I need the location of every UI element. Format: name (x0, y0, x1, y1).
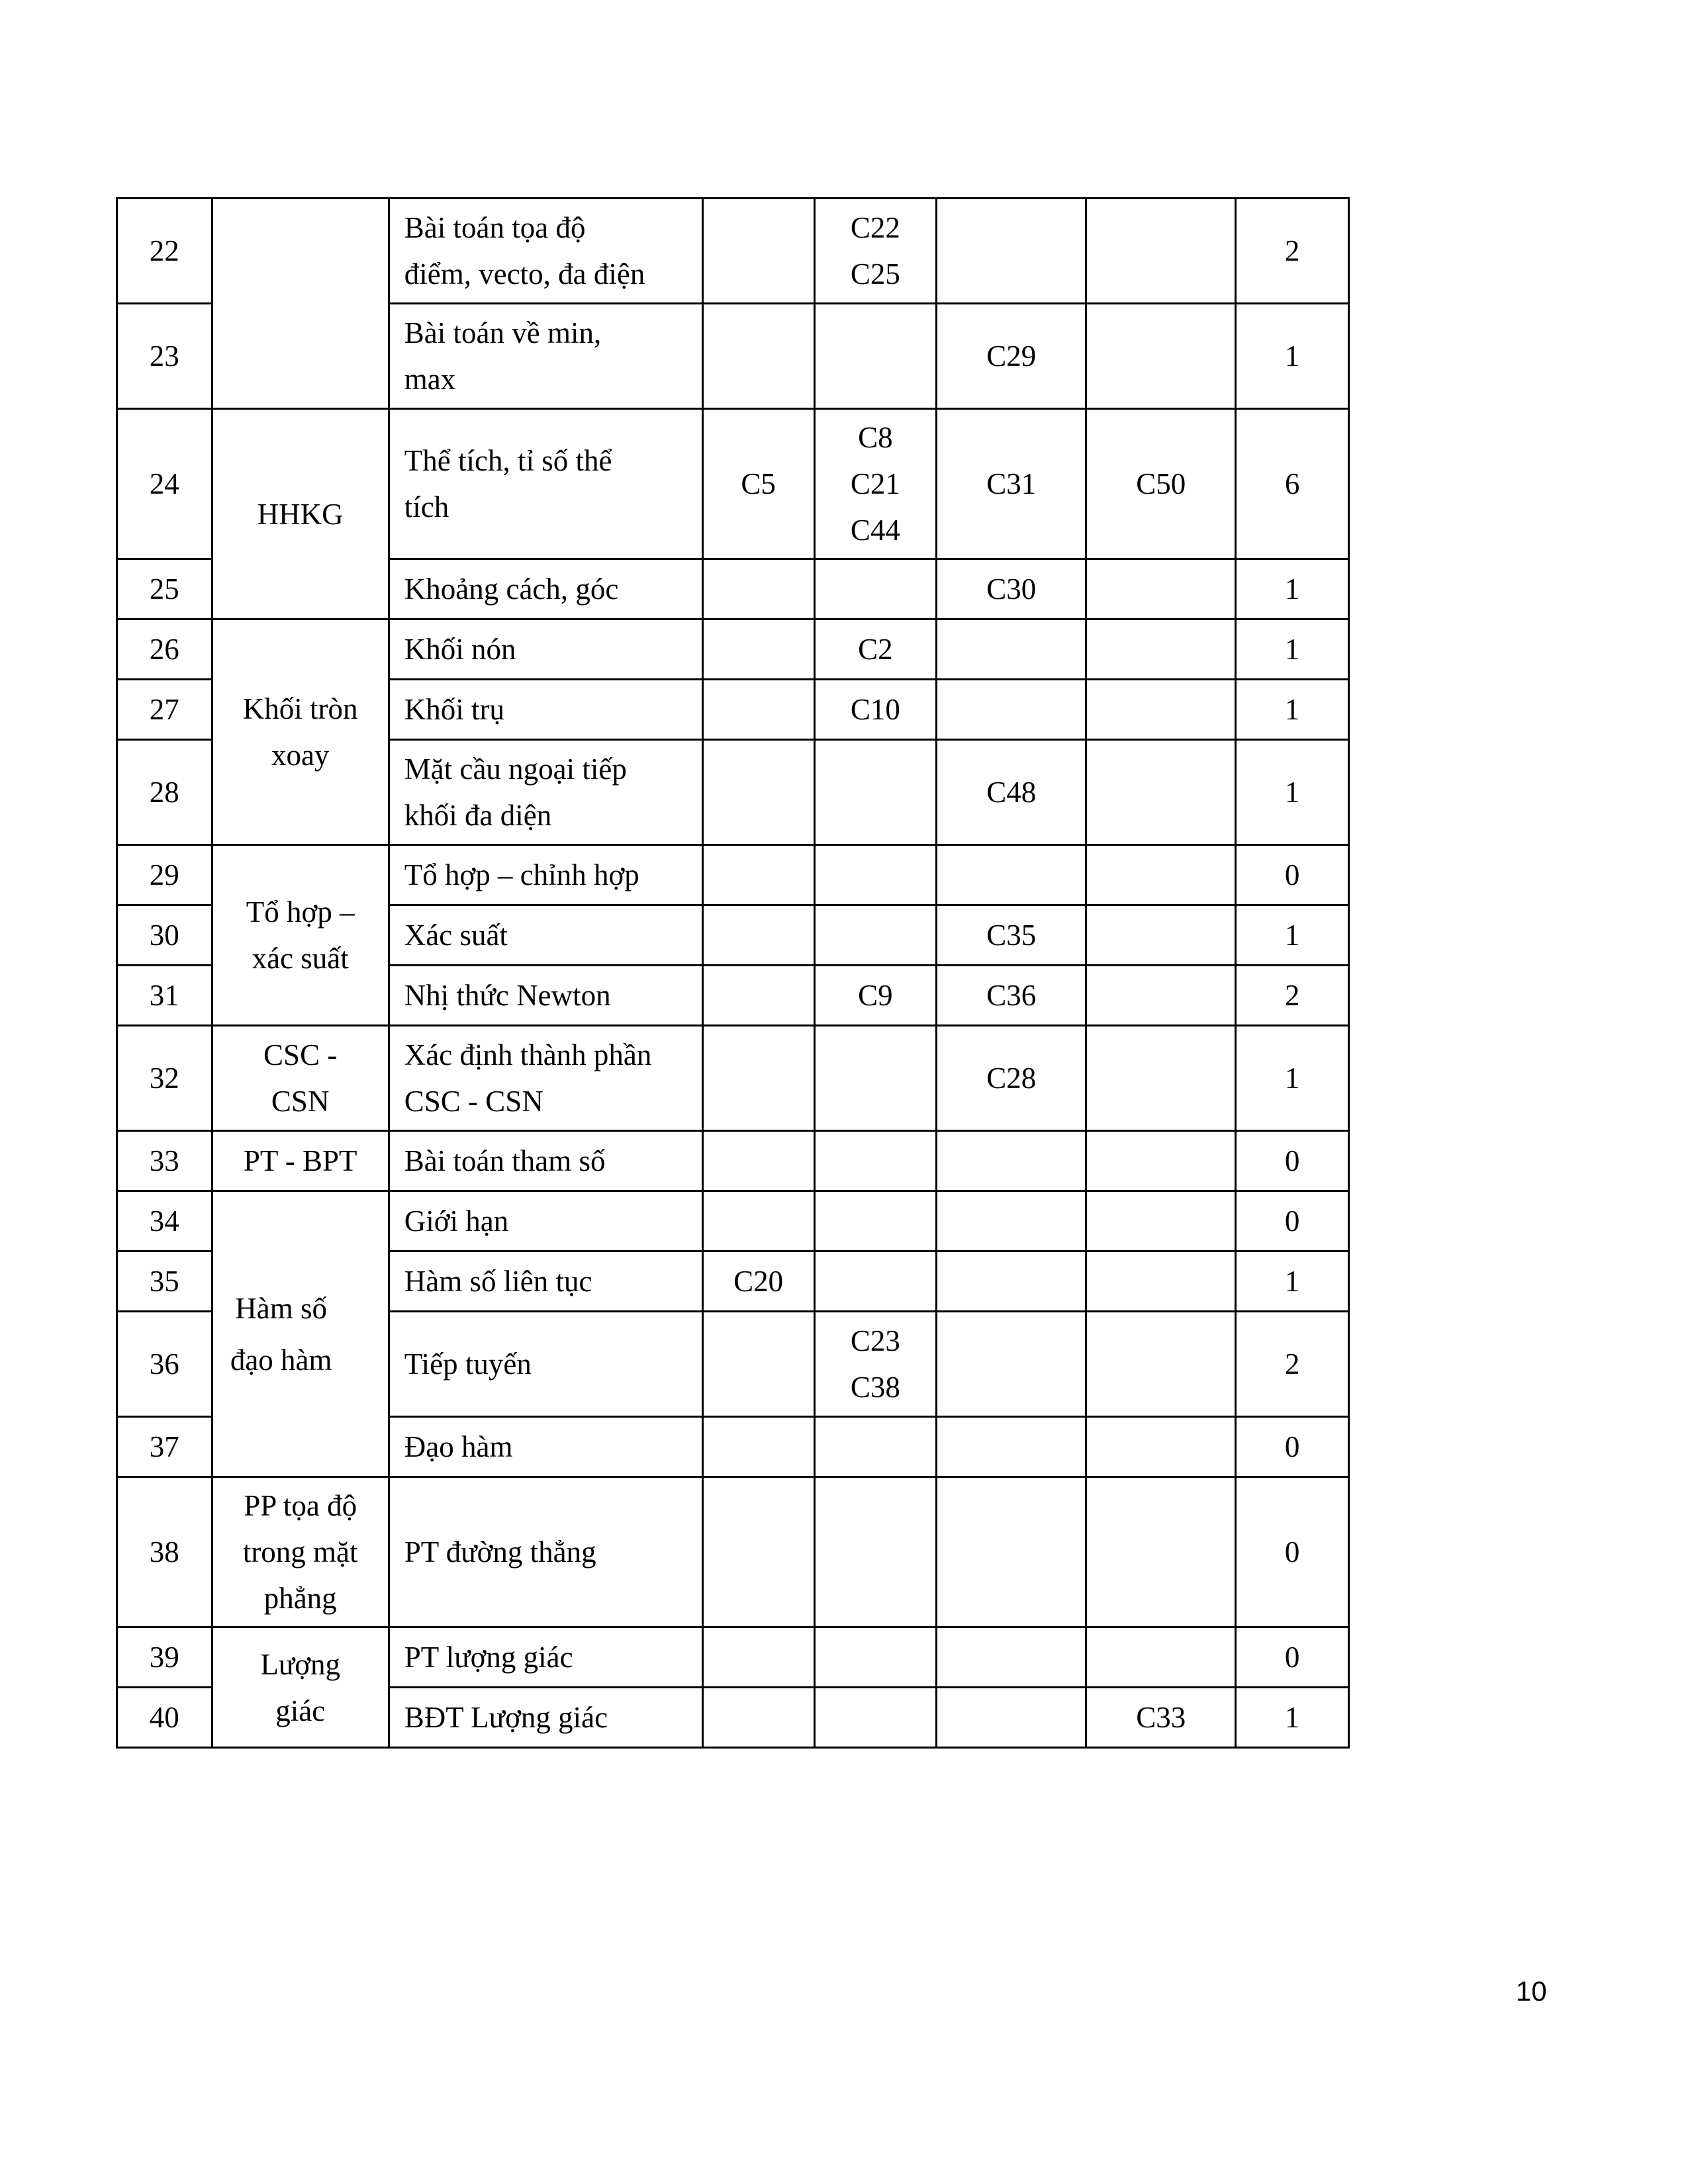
topic-text: Đạo hàm (404, 1430, 513, 1463)
topic-text: Mặt cầu ngoại tiếp khối đa diện (404, 752, 627, 832)
topic-text: PT lượng giác (404, 1641, 573, 1674)
level-cell-th (814, 559, 937, 619)
level-cell-nb (702, 1688, 814, 1748)
topic-text: Khối trụ (404, 693, 504, 726)
level-cell-nb (702, 740, 814, 845)
total-cell: 2 (1236, 1312, 1349, 1417)
level-cell-nb (702, 199, 814, 304)
level-cell-th (814, 1131, 937, 1191)
group-cell-luong-giac: Lượng giác (212, 1627, 389, 1748)
level-cell-th (814, 1191, 937, 1251)
total-cell: 0 (1236, 1417, 1349, 1477)
total-cell: 2 (1236, 966, 1349, 1026)
total-cell: 0 (1236, 845, 1349, 905)
level-cell-vd: C30 (937, 559, 1086, 619)
level-cell-vdc (1086, 1191, 1236, 1251)
topic-cell (389, 1131, 702, 1191)
level-cell-nb (702, 1477, 814, 1627)
level-cell-vd: C35 (937, 905, 1086, 966)
row-number: 38 (117, 1477, 212, 1627)
row-number: 28 (117, 740, 212, 845)
row-number: 37 (117, 1417, 212, 1477)
matrix-table (116, 197, 1350, 1749)
topic-cell (389, 905, 702, 966)
level-cell-th (814, 905, 937, 966)
level-cell-th (814, 845, 937, 905)
topic-cell (389, 1477, 702, 1627)
topic-text: Khoảng cách, góc (404, 572, 619, 606)
table-row (117, 845, 1349, 905)
level-cell-vd (937, 199, 1086, 304)
table-row (117, 409, 1349, 559)
topic-cell (389, 1627, 702, 1688)
total-cell: 1 (1236, 905, 1349, 966)
topic-text: PT đường thẳng (404, 1535, 596, 1569)
table-row (117, 619, 1349, 680)
row-number: 22 (117, 199, 212, 304)
level-cell-vd: C29 (937, 304, 1086, 409)
level-cell-vd: C48 (937, 740, 1086, 845)
level-cell-vd (937, 1312, 1086, 1417)
level-cell-vdc (1086, 1251, 1236, 1312)
total-cell: 0 (1236, 1477, 1349, 1627)
level-cell-vdc (1086, 680, 1236, 740)
row-number: 25 (117, 559, 212, 619)
topic-text: Tiếp tuyến (404, 1347, 532, 1381)
table-row (117, 1477, 1349, 1627)
group-cell-blank (212, 199, 389, 409)
row-number: 36 (117, 1312, 212, 1417)
level-cell-nb (702, 1417, 814, 1477)
total-cell: 1 (1236, 680, 1349, 740)
table-row (117, 199, 1349, 304)
total-cell: 6 (1236, 409, 1349, 559)
level-cell-vdc (1086, 740, 1236, 845)
level-cell-vd (937, 845, 1086, 905)
level-cell-th (814, 1688, 937, 1748)
group-cell-pp-toa-do: PP tọa độ trong mặt phẳng (212, 1477, 389, 1627)
row-number: 26 (117, 619, 212, 680)
level-cell-vdc: C50 (1086, 409, 1236, 559)
level-cell-vdc (1086, 905, 1236, 966)
topic-text: Tổ hợp – chỉnh hợp (404, 858, 639, 891)
level-cell-th (814, 304, 937, 409)
topic-cell (389, 740, 702, 845)
level-cell-th: C10 (814, 680, 937, 740)
group-cell-csc-csn: CSC - CSN (212, 1026, 389, 1131)
level-cell-vdc: C33 (1086, 1688, 1236, 1748)
level-cell-vd (937, 1131, 1086, 1191)
level-cell-vdc (1086, 1417, 1236, 1477)
level-cell-th: C2 (814, 619, 937, 680)
total-cell: 1 (1236, 740, 1349, 845)
group-ham-so-text: Hàm số đạo hàm (230, 1291, 332, 1377)
row-number: 27 (117, 680, 212, 740)
topic-cell (389, 1417, 702, 1477)
topic-text: Bài toán tọa độ điểm, vecto, đa điện (404, 211, 645, 291)
topic-cell (389, 845, 702, 905)
level-cell-nb (702, 559, 814, 619)
total-cell: 0 (1236, 1131, 1349, 1191)
topic-cell (389, 559, 702, 619)
level-cell-nb (702, 1191, 814, 1251)
level-cell-nb (702, 845, 814, 905)
group-cell-pt-bpt: PT - BPT (212, 1131, 389, 1191)
row-number: 31 (117, 966, 212, 1026)
topic-text: Bài toán về min, max (404, 316, 602, 396)
topic-cell (389, 680, 702, 740)
level-cell-vdc (1086, 199, 1236, 304)
level-cell-vd (937, 680, 1086, 740)
level-cell-nb: C5 (702, 409, 814, 559)
page-number: 10 (1516, 1976, 1547, 2007)
topic-cell (389, 1312, 702, 1417)
level-cell-nb (702, 1312, 814, 1417)
row-number: 24 (117, 409, 212, 559)
level-cell-th: C22 C25 (814, 199, 937, 304)
level-cell-vdc (1086, 1477, 1236, 1627)
level-cell-th (814, 740, 937, 845)
level-cell-vdc (1086, 1026, 1236, 1131)
topic-text: Bài toán tham số (404, 1144, 606, 1177)
level-cell-vdc (1086, 304, 1236, 409)
row-number: 34 (117, 1191, 212, 1251)
row-number: 32 (117, 1026, 212, 1131)
level-cell-vd (937, 1417, 1086, 1477)
level-cell-th: C9 (814, 966, 937, 1026)
total-cell: 2 (1236, 199, 1349, 304)
level-cell-vdc (1086, 1312, 1236, 1417)
topic-cell (389, 1251, 702, 1312)
topic-cell (389, 304, 702, 409)
level-cell-vd (937, 1688, 1086, 1748)
table-row (117, 1026, 1349, 1131)
total-cell: 1 (1236, 1251, 1349, 1312)
level-cell-nb (702, 966, 814, 1026)
level-cell-vdc (1086, 845, 1236, 905)
level-cell-th (814, 1627, 937, 1688)
level-cell-th (814, 1251, 937, 1312)
topic-text: BĐT Lượng giác (404, 1701, 608, 1734)
topic-text: Xác định thành phần CSC - CSN (404, 1038, 652, 1118)
level-cell-vd (937, 619, 1086, 680)
topic-text: Giới hạn (404, 1205, 509, 1238)
group-cell-to-hop: Tổ hợp – xác suất (212, 845, 389, 1026)
level-cell-vd: C28 (937, 1026, 1086, 1131)
level-cell-vd: C31 (937, 409, 1086, 559)
level-cell-nb (702, 1026, 814, 1131)
level-cell-nb (702, 304, 814, 409)
level-cell-vd: C36 (937, 966, 1086, 1026)
topic-cell (389, 1688, 702, 1748)
level-cell-vdc (1086, 966, 1236, 1026)
level-cell-vdc (1086, 1131, 1236, 1191)
level-cell-vd (937, 1627, 1086, 1688)
level-cell-vdc (1086, 1627, 1236, 1688)
topic-cell (389, 619, 702, 680)
total-cell: 1 (1236, 559, 1349, 619)
level-cell-vdc (1086, 559, 1236, 619)
topic-text: Khối nón (404, 633, 516, 666)
level-cell-nb (702, 1131, 814, 1191)
table-row (117, 1627, 1349, 1688)
total-cell: 1 (1236, 619, 1349, 680)
total-cell: 0 (1236, 1191, 1349, 1251)
row-number: 39 (117, 1627, 212, 1688)
total-cell: 0 (1236, 1627, 1349, 1688)
level-cell-th (814, 1477, 937, 1627)
topic-cell (389, 966, 702, 1026)
row-number: 33 (117, 1131, 212, 1191)
table-row (117, 1131, 1349, 1191)
level-cell-vd (937, 1251, 1086, 1312)
level-cell-th: C23 C38 (814, 1312, 937, 1417)
level-cell-nb: C20 (702, 1251, 814, 1312)
level-cell-vd (937, 1191, 1086, 1251)
topic-cell (389, 1191, 702, 1251)
level-cell-vdc (1086, 619, 1236, 680)
level-cell-th (814, 1026, 937, 1131)
topic-cell (389, 409, 702, 559)
topic-text: Hàm số liên tục (404, 1265, 592, 1298)
group-cell-khoi-tron-xoay: Khối tròn xoay (212, 619, 389, 845)
row-number: 30 (117, 905, 212, 966)
topic-text: Thể tích, tỉ số thể tích (404, 444, 612, 523)
topic-cell (389, 1026, 702, 1131)
row-number: 40 (117, 1688, 212, 1748)
row-number: 23 (117, 304, 212, 409)
level-cell-nb (702, 619, 814, 680)
group-cell-hhkg: HHKG (212, 409, 389, 619)
group-cell-ham-so (212, 1191, 389, 1477)
level-cell-th (814, 1417, 937, 1477)
level-cell-th: C8 C21 C44 (814, 409, 937, 559)
row-number: 35 (117, 1251, 212, 1312)
level-cell-nb (702, 680, 814, 740)
topic-text: Xác suất (404, 919, 508, 952)
level-cell-vd (937, 1477, 1086, 1627)
table-row (117, 1191, 1349, 1251)
topic-text: Nhị thức Newton (404, 979, 611, 1012)
total-cell: 1 (1236, 304, 1349, 409)
row-number: 29 (117, 845, 212, 905)
total-cell: 1 (1236, 1688, 1349, 1748)
topic-cell (389, 199, 702, 304)
level-cell-nb (702, 1627, 814, 1688)
level-cell-nb (702, 905, 814, 966)
total-cell: 1 (1236, 1026, 1349, 1131)
